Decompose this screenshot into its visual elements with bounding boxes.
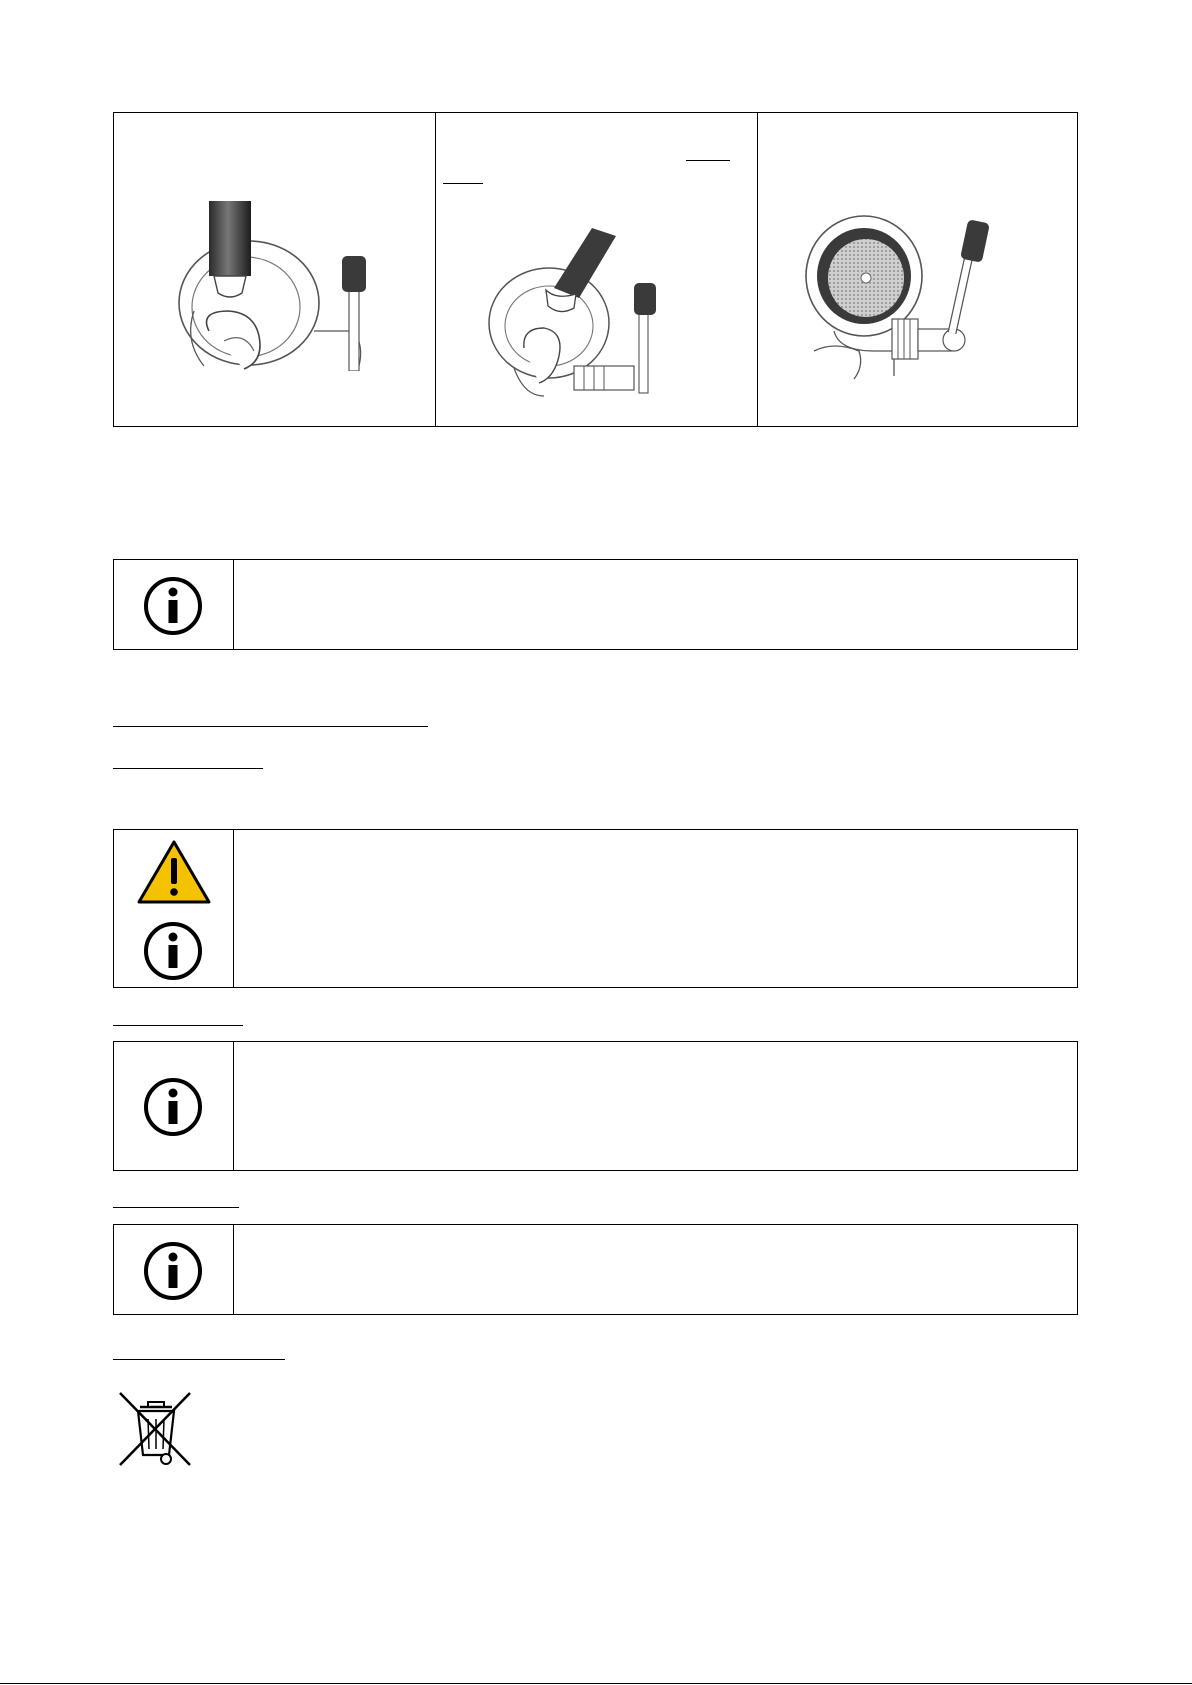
crossed-out-wheelie-bin-icon [118,1389,194,1469]
subsection-heading-underline [113,1207,239,1208]
table-divider [435,113,436,426]
steam-wand-nozzle-illustration [484,228,684,398]
warning-icon [136,838,212,906]
notice-icon-column [114,830,234,987]
info-icon [142,575,204,637]
warning-notice-box [113,829,1078,988]
notice-icon-column [114,1042,234,1170]
info-icon [142,920,204,982]
info-icon [142,1076,204,1138]
cell-text-underline [686,160,730,161]
subsection-heading-underline [113,1359,285,1360]
notice-icon-column [114,1225,234,1314]
info-icon [142,1240,204,1302]
section-heading-underline [113,726,428,727]
steps-table [113,112,1078,427]
info-notice-box [113,559,1078,650]
group-head-filter-screen-illustration [804,201,1004,381]
steam-wand-cleaning-illustration [174,201,384,371]
subsection-heading-underline [113,1025,243,1026]
table-divider [757,113,758,426]
info-notice-box [113,1224,1078,1315]
page-footer-rule [0,1683,1192,1684]
subsection-heading-underline [113,768,263,769]
info-notice-box [113,1041,1078,1171]
notice-icon-column [114,560,234,649]
cell-text-underline [443,183,483,184]
